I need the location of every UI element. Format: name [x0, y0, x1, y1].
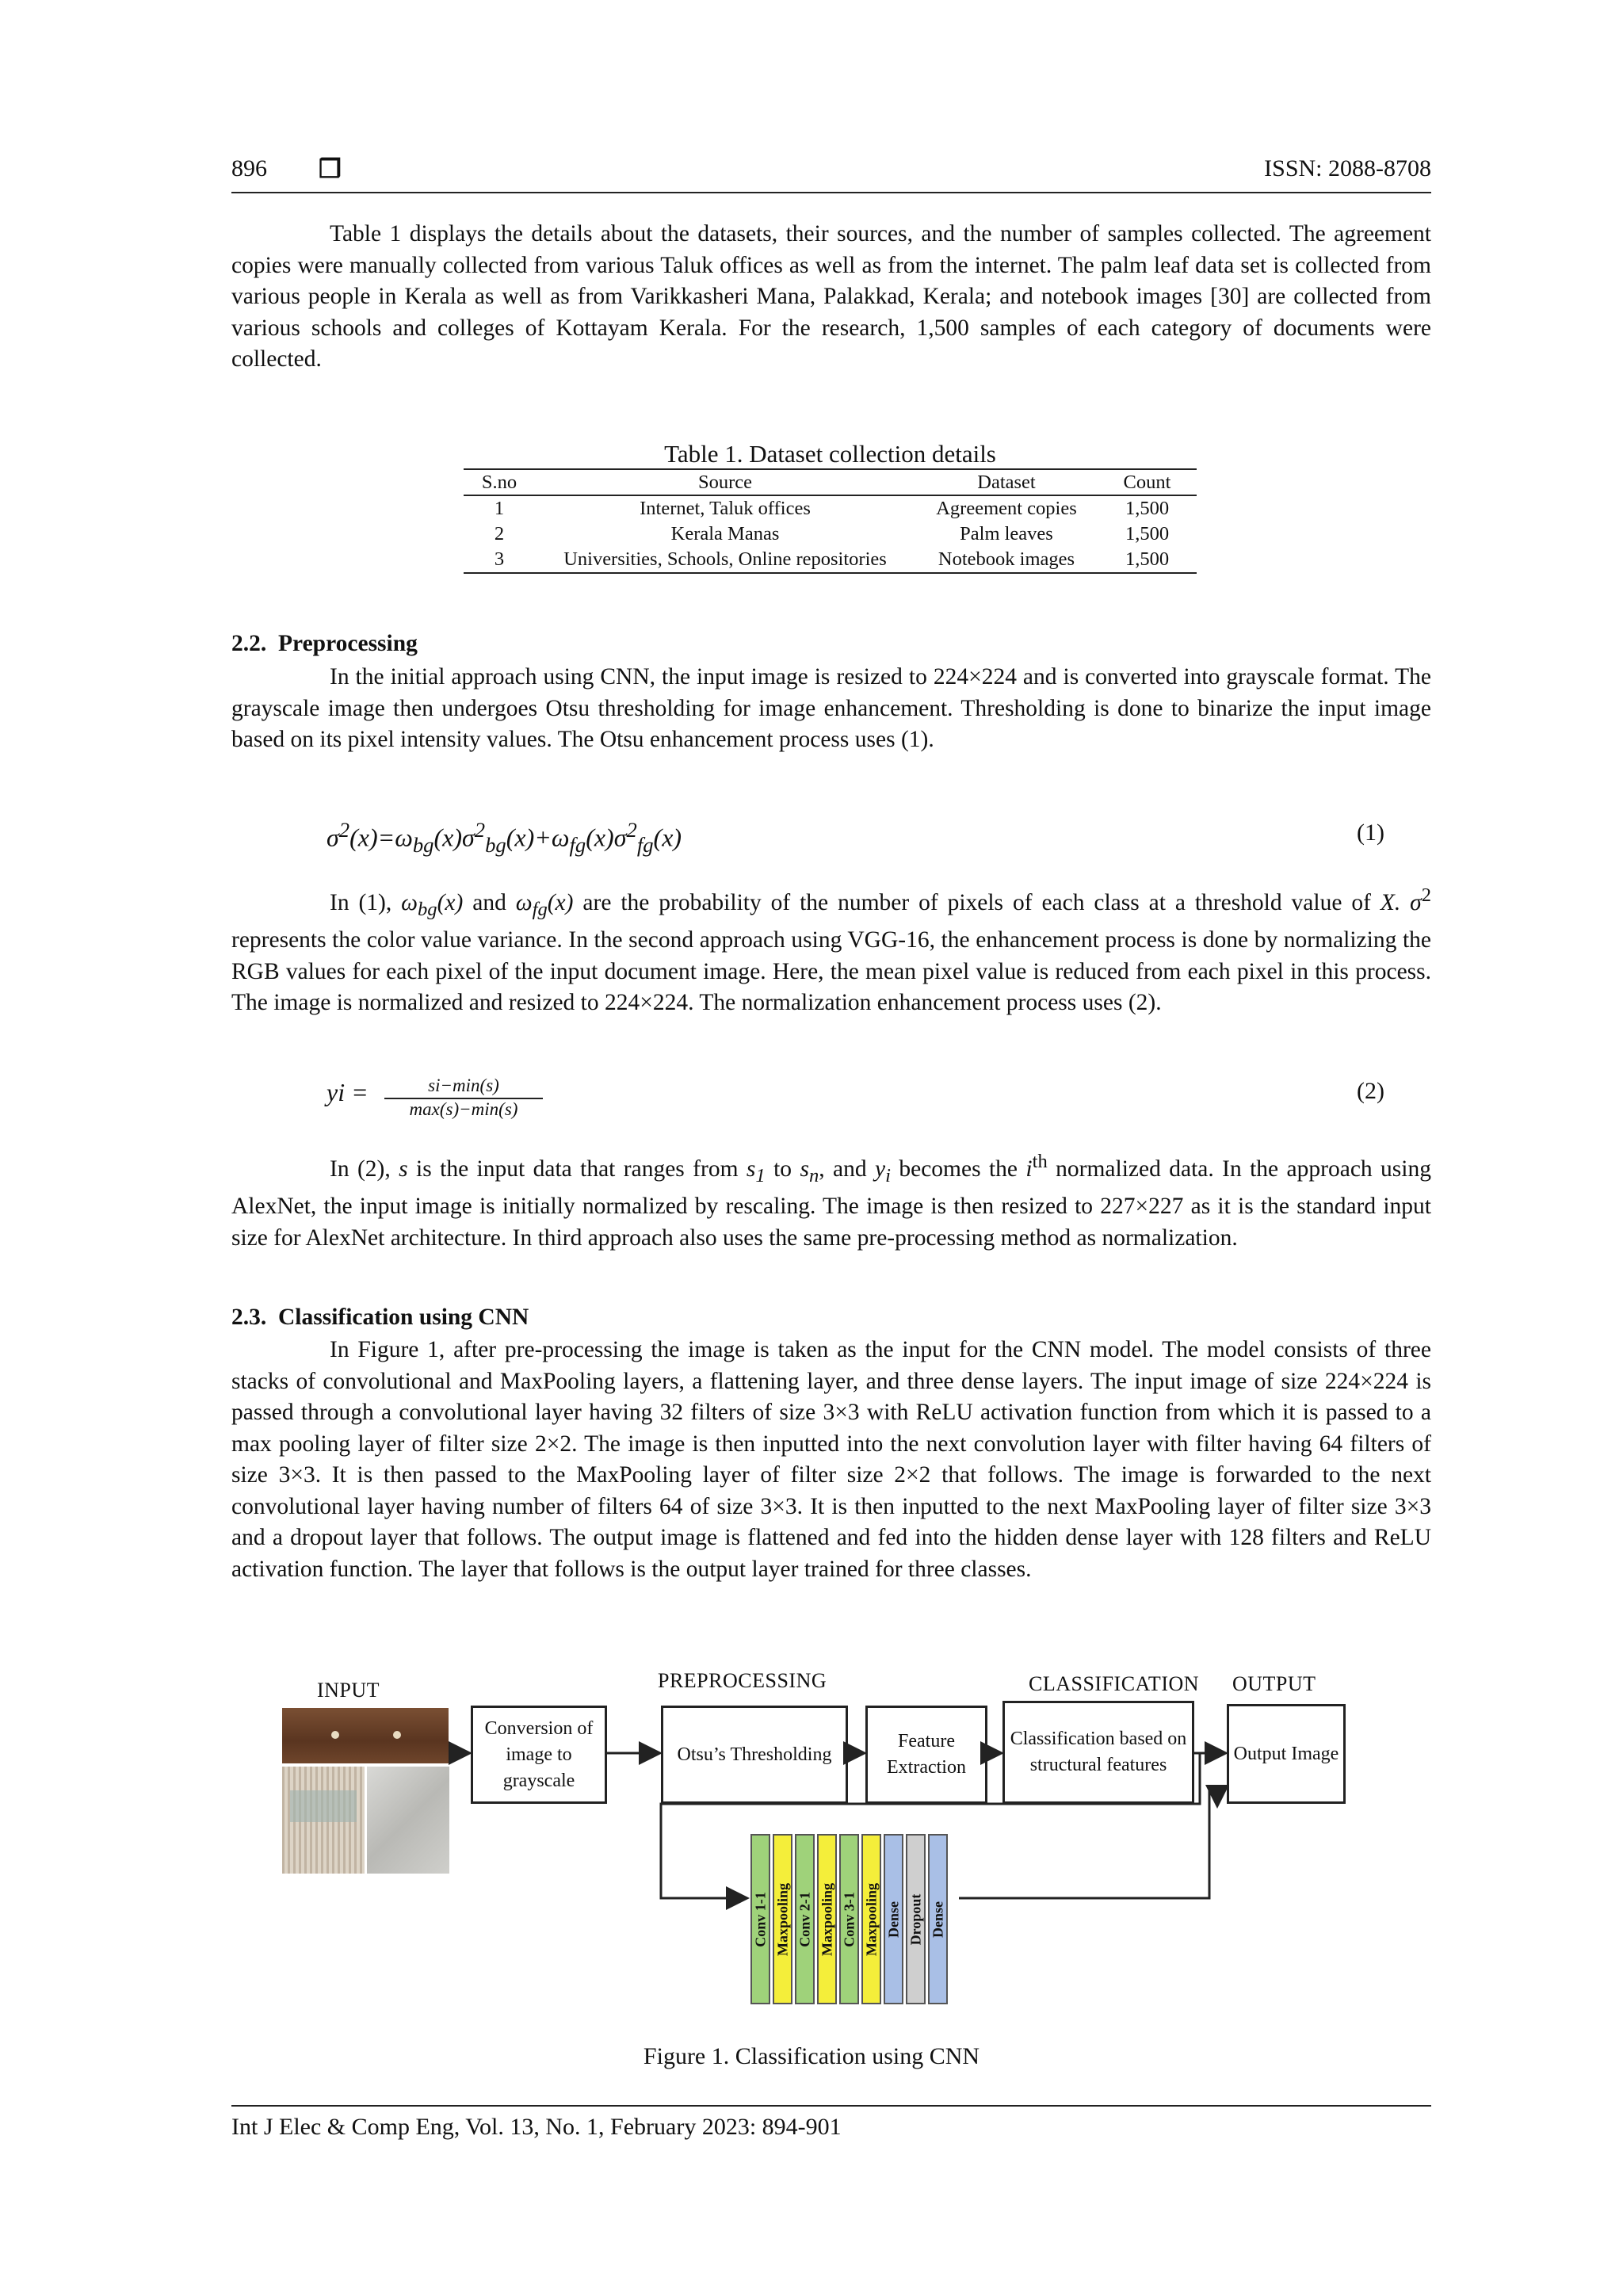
table-cell: 1	[494, 498, 505, 519]
figure-label-classification: CLASSIFICATION	[1029, 1672, 1200, 1695]
table-cell: Universities, Schools, Online repositories	[535, 547, 915, 573]
table-cell: Kerala Manas	[670, 523, 780, 544]
output-box: Output Image	[1227, 1704, 1346, 1804]
footer-rule	[231, 2105, 1431, 2107]
table-row	[464, 495, 1197, 521]
table-cell: Agreement copies	[936, 498, 1077, 519]
layer-maxpooling-3: Maxpooling	[861, 1834, 881, 2004]
table-header-row	[464, 469, 1197, 495]
intro-paragraph: Table 1 displays the details about the datasets, their sources, and the number of samples collected. The agreement copies were manually collected from various Taluk offices as well as from the internet. The palm leaf data set is collected from various people in Kerala as well as from Varikkasheri Mana, Palakkad, Kerala; and notebook images [30] are collected from various schools and colleges of Kottayam Kerala. For the research, 1,500 samples of each category of documents were collected.	[231, 221, 1431, 372]
footer-journal: Int J Elec & Comp Eng, Vol. 13, No. 1, February 2023: 894-901	[231, 2114, 842, 2140]
agreement-copy-image	[282, 1767, 365, 1874]
layer-conv-3-1: Conv 3-1	[839, 1834, 859, 2004]
classification-paragraph: In Figure 1, after pre-processing the image is taken as the input for the CNN model. The model consists of three stacks of convolutional and MaxPooling layers, a flattening layer, and three dense layers. The input image of size 224×224 is passed through a convolutional layer having 32 filters of size 3×3 with ReLU activation function from which it is passed to a max pooling layer of filter size 2×2. The image is then inputted into the next convolution layer with filter having 64 filters of size 3×3. It is then passed to the MaxPooling layer of filter size 2×2 that follows. The image is forwarded to the next convolutional layer having number of filters 64 of size 3×3. It is then inputted to the next MaxPooling layer of filter size 3×3 and a dropout layer that follows. The output image is flattened and fed into the hidden dense layer with 128 filters and ReLU activation function. The layer that follows is the output layer trained for three classes.	[231, 1337, 1431, 1582]
figure-label-input: INPUT	[317, 1679, 380, 1702]
layer-maxpooling-2: Maxpooling	[817, 1834, 837, 2004]
equation-2-denominator: max(s)−min(s)	[409, 1099, 518, 1119]
col-header: Source	[535, 469, 915, 495]
box-glyph-icon: ❒	[319, 155, 342, 183]
table-cell: 2	[494, 523, 505, 544]
palm-leaf-image	[282, 1708, 449, 1763]
classification-box: Classification based on structural features	[1002, 1701, 1194, 1804]
table-cell: Palm leaves	[960, 523, 1053, 544]
equation-1-number: (1)	[1357, 819, 1384, 846]
section-heading-preprocessing: 2.2. Preprocessing	[231, 631, 418, 656]
feature-extraction-box: Feature Extraction	[865, 1706, 987, 1804]
figure-label-output: OUTPUT	[1232, 1672, 1316, 1695]
layer-conv-2-1: Conv 2-1	[795, 1834, 815, 2004]
figure-caption: Figure 1. Classification using CNN	[643, 2043, 980, 2069]
equation-2-number: (2)	[1357, 1078, 1384, 1104]
table-cell: Internet, Taluk offices	[640, 498, 811, 519]
col-header: Dataset	[915, 469, 1098, 495]
table-row	[464, 547, 1197, 573]
header-rule	[231, 192, 1431, 193]
table-cell: 1,500	[1125, 498, 1170, 519]
preprocessing-paragraph-2: In (1), $\omega_{bg}(x)$ and $\omega_{fg}(x)$ are the probability of the number of pixels of each class at a threshold value of X. $\sigma^2$ represents the color value variance. In the second approach using VGG-16, the enhancement process is done by normalizing the RGB values for each pixel of the input document image. Here, the mean pixel value is reduced from each pixel in this process. The image is normalized and resized to 224×224. The normalization enhancement process uses (2).	[231, 884, 1431, 1016]
equation-1: $\sigma^2(x)=\omega_{bg}(x)\sigma^2_{bg}(x)+\omega_{fg}(x)\sigma^2_{fg}(x)$	[327, 818, 682, 858]
layer-maxpooling-1: Maxpooling	[773, 1834, 792, 2004]
layer-dense-1: Dense	[884, 1834, 903, 2004]
dataset-table	[464, 468, 1197, 574]
layer-conv-1-1: Conv 1-1	[750, 1834, 770, 2004]
equation-2-lhs: yi =	[327, 1078, 369, 1106]
col-header: S.no	[464, 469, 535, 495]
table-cell: 1,500	[1125, 523, 1170, 544]
table-cell: 3	[464, 547, 535, 573]
notebook-image	[367, 1767, 449, 1874]
layer-dropout: Dropout	[906, 1834, 926, 2004]
preprocessing-paragraph-1: In the initial approach using CNN, the input image is resized to 224×224 and is converted into grayscale format. The grayscale image then undergoes Otsu thresholding for image enhancement. Thresholding is done to binarize the input image based on its pixel intensity values. The Otsu enhancement process uses (1).	[231, 664, 1431, 752]
preprocessing-paragraph-3: In (2), s is the input data that ranges from $s_1$ to $s_n$, and $y_i$ becomes the $i^{th}$ normalized data. In the approach using AlexNet, the input image is initially normalized by rescaling. The image is then resized to 227×227 as it is the standard input size for AlexNet architecture. In third approach also uses the same pre-processing method as normalization.	[231, 1151, 1431, 1251]
table-caption: Table 1. Dataset collection details	[664, 440, 996, 468]
layer-dense-2: Dense	[928, 1834, 948, 2004]
equation-2-fraction	[384, 1075, 543, 1120]
equation-2-numerator: si−min(s)	[384, 1075, 543, 1099]
issn: ISSN: 2088-8708	[1264, 155, 1431, 181]
section-heading-classification: 2.3. Classification using CNN	[231, 1305, 529, 1330]
page-number: 896	[231, 155, 267, 181]
table-row	[464, 521, 1197, 547]
conversion-box: Conversion of image to grayscale	[471, 1706, 607, 1804]
table-cell: Notebook images	[915, 547, 1098, 573]
table-cell: 1,500	[1098, 547, 1197, 573]
figure-label-preprocessing: PREPROCESSING	[658, 1669, 827, 1692]
col-header: Count	[1098, 469, 1197, 495]
otsu-box: Otsu’s Thresholding	[661, 1706, 848, 1804]
